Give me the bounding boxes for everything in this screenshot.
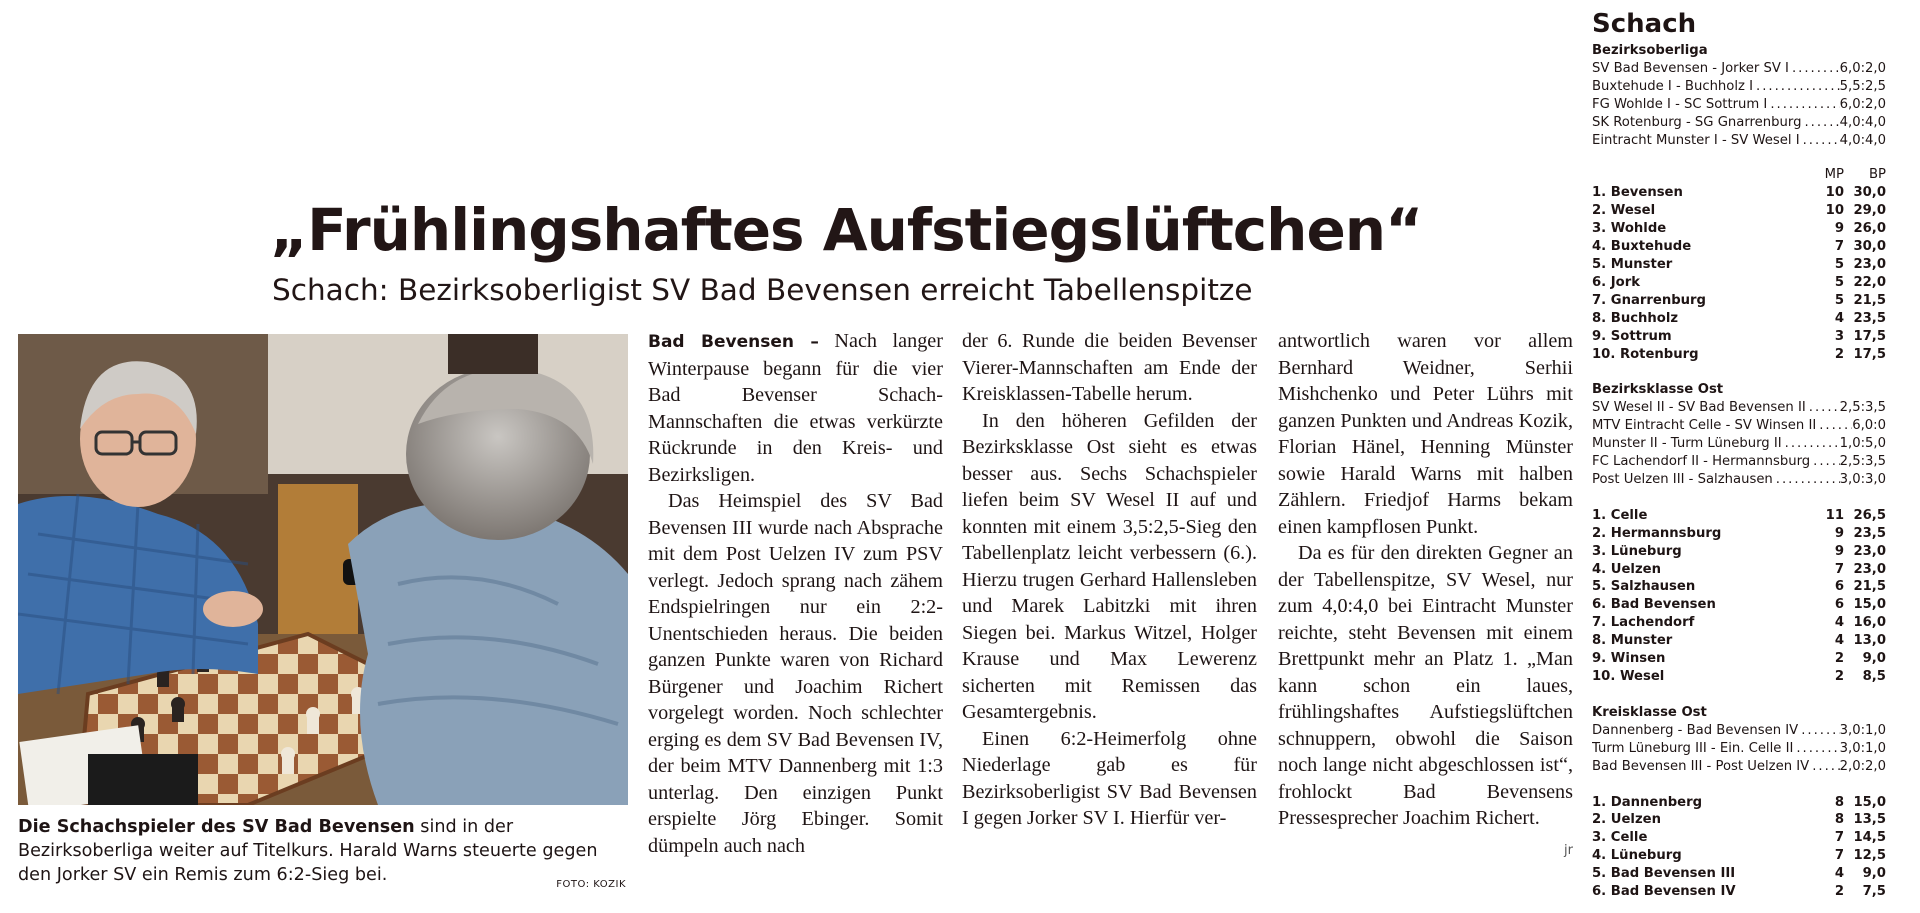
article-paragraph: der 6. Runde die beiden Bevenser Vierer-Mannschaften am Ende der Kreisklassen-Tabelle herum. xyxy=(962,330,1257,405)
standings-row xyxy=(1592,220,1886,238)
spacer xyxy=(1592,686,1886,704)
team-mp: 9 xyxy=(1834,543,1844,559)
leader-dots xyxy=(1782,435,1840,453)
photo-credit: FOTO: KOZIK xyxy=(556,879,626,890)
leader-dots xyxy=(1809,758,1839,776)
standings-row xyxy=(1592,668,1886,686)
match-result xyxy=(1592,435,1886,453)
team-name: 5. Salzhausen xyxy=(1592,579,1696,595)
standings-row xyxy=(1592,865,1886,883)
chess-photo xyxy=(18,334,628,805)
team-mp: 6 xyxy=(1834,579,1844,595)
team-bp: 23,0 xyxy=(1853,561,1886,577)
team-bp: 15,0 xyxy=(1853,794,1886,810)
article-paragraph: antwortlich waren vor allem Bernhard Weidner, Serhii Mishchenko und Peter Lührs mit ganzen Punkten und Andreas Kozik, Florian Hänel, Henning Münster sowie Harald Warns mit halben Zählern. Friedjof Harms bekam einen kampflosen Punkt. xyxy=(1278,330,1573,538)
column-bp: BP xyxy=(1869,167,1886,183)
team-name: 5. Munster xyxy=(1592,256,1673,272)
leader-dots xyxy=(1800,132,1840,150)
leader-dots xyxy=(1801,114,1839,132)
standings-row xyxy=(1592,596,1886,614)
standings-row xyxy=(1592,274,1886,292)
team-name: 4. Uelzen xyxy=(1592,561,1661,577)
standings-row xyxy=(1592,328,1886,346)
spacer xyxy=(1592,363,1886,381)
standings-header xyxy=(1592,166,1886,184)
match-result xyxy=(1592,453,1886,471)
team-bp: 23,5 xyxy=(1853,525,1886,541)
standings-row xyxy=(1592,614,1886,632)
team-bp: 23,0 xyxy=(1853,543,1886,559)
article-headline: „Frühlingshaftes Aufstiegslüftchen“ xyxy=(270,196,1423,264)
standings-row xyxy=(1592,310,1886,328)
standings-row xyxy=(1592,847,1886,865)
standings-row xyxy=(1592,543,1886,561)
leader-dots xyxy=(1806,399,1840,417)
match-teams: Eintracht Munster I - SV Wesel I xyxy=(1592,132,1800,148)
match-score: 6,0:2,0 xyxy=(1839,96,1886,112)
match-teams: Munster II - Turm Lüneburg II xyxy=(1592,436,1782,452)
standings-row xyxy=(1592,346,1886,364)
match-score: 2,5:3,5 xyxy=(1839,454,1886,470)
team-mp: 5 xyxy=(1834,292,1844,308)
team-bp: 14,5 xyxy=(1853,830,1886,846)
leader-dots xyxy=(1810,453,1839,471)
leader-dots xyxy=(1773,471,1840,489)
match-score: 3,0:1,0 xyxy=(1839,740,1886,756)
team-name: 10. Rotenburg xyxy=(1592,346,1699,362)
match-result xyxy=(1592,722,1886,740)
team-name: 10. Wesel xyxy=(1592,669,1665,684)
team-mp: 7 xyxy=(1834,561,1844,577)
match-result xyxy=(1592,60,1886,78)
team-bp: 29,0 xyxy=(1853,203,1886,219)
article-paragraph: Da es für den direkten Gegner an der Tabellenspitze, SV Wesel, nur zum 4,0:4,0 bei Eintracht Munster reichte, steht Bevensen mit einem Brettpunkt mehr an Platz 1. „Man kann schon ein laues, frühlingshaftes Aufstiegslüftchen schnuppern, obwohl die Saison noch lange nicht abgeschlossen ist“, frohlockt Bad Bevensens Pressesprecher Joachim Richert. xyxy=(1278,542,1573,829)
standings-row xyxy=(1592,561,1886,579)
team-mp: 3 xyxy=(1834,328,1844,344)
standings-row xyxy=(1592,829,1886,847)
standings-row xyxy=(1592,184,1886,202)
leader-dots xyxy=(1798,722,1839,740)
match-result xyxy=(1592,471,1886,489)
chess-results-sidebar xyxy=(1592,6,1886,901)
team-name: 6. Jork xyxy=(1592,274,1641,290)
team-bp: 12,5 xyxy=(1853,848,1886,864)
standings-header-spacer xyxy=(1592,166,1810,184)
team-bp: 9,0 xyxy=(1862,651,1886,667)
match-teams: Bad Bevensen III - Post Uelzen IV xyxy=(1592,758,1810,774)
team-name: 3. Lüneburg xyxy=(1592,543,1682,559)
team-bp: 16,0 xyxy=(1853,615,1886,631)
team-name: 7. Lachendorf xyxy=(1592,615,1695,631)
standings-row xyxy=(1592,292,1886,310)
spacer xyxy=(1592,776,1886,794)
team-bp: 30,0 xyxy=(1853,239,1886,255)
team-name: 3. Wohlde xyxy=(1592,221,1667,237)
match-teams: SK Rotenburg - SG Gnarrenburg xyxy=(1592,114,1802,130)
caption-bold: Die Schachspieler des SV Bad Bevensen xyxy=(18,817,415,837)
match-teams: Dannenberg - Bad Bevensen IV xyxy=(1592,722,1799,738)
sidebar-sections xyxy=(1592,42,1886,901)
league-heading: Bezirksklasse Ost xyxy=(1592,382,1724,398)
leader-dots xyxy=(1789,60,1840,78)
standings-row xyxy=(1592,507,1886,525)
standings-row xyxy=(1592,883,1886,901)
team-name: 6. Bad Bevensen xyxy=(1592,597,1716,613)
team-bp: 17,5 xyxy=(1853,328,1886,344)
team-mp: 4 xyxy=(1834,310,1844,326)
league-heading: Bezirksoberliga xyxy=(1592,43,1708,58)
team-mp: 5 xyxy=(1834,256,1844,272)
article-paragraph: Einen 6:2-Heimerfolg ohne Niederlage gab es für Bezirksoberligist SV Bad Bevensen I gegen Jorker SV I. Hierfür ver- xyxy=(962,727,1257,829)
team-mp: 11 xyxy=(1825,507,1844,523)
chess-players-illustration xyxy=(18,334,628,805)
team-name: 8. Buchholz xyxy=(1592,310,1679,326)
article-paragraph: Nach langer Winterpause begann für die vier Bad Bevenser Schach-Mannschaften die etwas verkürzte Rückrunde in den Kreis- und Bezirksligen. xyxy=(648,330,943,486)
team-mp: 7 xyxy=(1834,830,1844,846)
team-mp: 2 xyxy=(1834,651,1844,667)
team-mp: 7 xyxy=(1834,848,1844,864)
spacer xyxy=(1592,489,1886,507)
match-result xyxy=(1592,78,1886,96)
match-result xyxy=(1592,114,1886,132)
match-result xyxy=(1592,132,1886,150)
leader-dots xyxy=(1793,740,1839,758)
team-name: 4. Buxtehude xyxy=(1592,239,1692,255)
team-bp: 30,0 xyxy=(1853,185,1886,201)
article-paragraph: Das Heimspiel des SV Bad Bevensen III wurde nach Absprache mit dem Post Uelzen IV zum PSV verlegt. Jedoch sprang nach zähem Endspielringen nur ein 2:2-Unentschieden heraus. Die beiden ganzen Punkte waren von Richard Bürgener und Joachim Richert vorgelegt worden. Noch schlechter erging es dem SV Bad Bevensen IV, der beim MTV Dannenberg mit 1:3 unterlag. Den einzigen Punkt erspielte Jörg Ebinger. Somit dümpeln auch nach xyxy=(648,490,943,857)
team-bp: 13,5 xyxy=(1853,812,1886,828)
leader-dots xyxy=(1767,96,1839,114)
match-teams: Buxtehude I - Buchholz I xyxy=(1592,78,1754,94)
team-bp: 8,5 xyxy=(1862,669,1886,684)
match-score: 6,0:2,0 xyxy=(1839,60,1886,76)
team-bp: 26,0 xyxy=(1853,221,1886,237)
article-paragraph: In den höheren Gefilden der Bezirksklasse Ost sieht es etwas besser aus. Sechs Schachspieler liefen beim SV Wesel II auf und konnten mit einem 3,5:2,5-Sieg den Tabellenplatz leicht verbessern (6.). Hierzu trugen Gerhard Hallensleben und Marek Labitzki mit ihren Siegen bei. Markus Witzel, Holger Krause und Max Lewerenz sicherten mit Remissen das Gesamtergebnis. xyxy=(962,409,1257,723)
team-mp: 4 xyxy=(1834,615,1844,631)
standings-row xyxy=(1592,238,1886,256)
match-score: 5,5:2,5 xyxy=(1839,78,1886,94)
match-score: 2,0:2,0 xyxy=(1839,758,1886,774)
standings-row xyxy=(1592,794,1886,812)
match-score: 4,0:4,0 xyxy=(1839,132,1886,148)
team-name: 3. Celle xyxy=(1592,830,1648,846)
team-mp: 4 xyxy=(1834,866,1844,882)
team-bp: 22,0 xyxy=(1853,274,1886,290)
team-mp: 2 xyxy=(1834,346,1844,362)
match-result xyxy=(1592,758,1886,776)
match-score: 2,5:3,5 xyxy=(1839,400,1886,416)
team-mp: 10 xyxy=(1825,185,1844,201)
standings-row xyxy=(1592,256,1886,274)
team-bp: 17,5 xyxy=(1853,346,1886,362)
team-bp: 7,5 xyxy=(1862,884,1886,900)
team-name: 1. Dannenberg xyxy=(1592,794,1703,810)
column-mp: MP xyxy=(1824,167,1844,183)
leader-dots xyxy=(1753,78,1840,96)
match-teams: FG Wohlde I - SC Sottrum I xyxy=(1592,96,1768,112)
team-mp: 8 xyxy=(1834,812,1844,828)
team-bp: 13,0 xyxy=(1853,633,1886,649)
article-column-1 xyxy=(648,328,943,859)
standings-row xyxy=(1592,525,1886,543)
match-score: 6,0:0 xyxy=(1852,418,1886,434)
photo-caption xyxy=(18,815,630,890)
team-mp: 9 xyxy=(1834,525,1844,541)
team-bp: 9,0 xyxy=(1862,866,1886,882)
author-signature: jr xyxy=(1564,842,1573,858)
match-result xyxy=(1592,740,1886,758)
match-score: 3,0:1,0 xyxy=(1839,722,1886,738)
team-mp: 2 xyxy=(1834,884,1844,900)
team-mp: 7 xyxy=(1834,239,1844,255)
team-name: 2. Hermannsburg xyxy=(1592,525,1722,541)
team-mp: 9 xyxy=(1834,221,1844,237)
team-bp: 15,0 xyxy=(1853,597,1886,613)
team-bp: 23,5 xyxy=(1853,310,1886,326)
team-name: 9. Winsen xyxy=(1592,651,1666,667)
match-teams: SV Wesel II - SV Bad Bevensen II xyxy=(1592,400,1806,416)
team-bp: 21,5 xyxy=(1853,292,1886,308)
team-bp: 21,5 xyxy=(1853,579,1886,595)
team-name: 9. Sottrum xyxy=(1592,328,1672,344)
team-name: 2. Uelzen xyxy=(1592,812,1661,828)
spacer xyxy=(1592,149,1886,166)
team-mp: 4 xyxy=(1834,633,1844,649)
team-name: 1. Celle xyxy=(1592,507,1648,523)
match-teams: FC Lachendorf II - Hermannsburg xyxy=(1592,454,1811,470)
article-column-2 xyxy=(962,328,1257,832)
team-name: 7. Gnarrenburg xyxy=(1592,292,1706,308)
team-mp: 6 xyxy=(1834,597,1844,613)
match-teams: MTV Eintracht Celle - SV Winsen II xyxy=(1592,418,1817,434)
team-name: 6. Bad Bevensen IV xyxy=(1592,884,1736,900)
article-subheadline: Schach: Bezirksoberligist SV Bad Bevensen erreicht Tabellenspitze xyxy=(272,273,1253,307)
team-name: 1. Bevensen xyxy=(1592,185,1683,201)
standings-row xyxy=(1592,811,1886,829)
sidebar-title: Schach xyxy=(1592,9,1697,39)
team-mp: 10 xyxy=(1825,203,1844,219)
standings-row xyxy=(1592,578,1886,596)
team-bp: 26,5 xyxy=(1853,507,1886,523)
team-bp: 23,0 xyxy=(1853,256,1886,272)
team-name: 4. Lüneburg xyxy=(1592,848,1682,864)
standings-row xyxy=(1592,650,1886,668)
match-result xyxy=(1592,96,1886,114)
team-name: 5. Bad Bevensen III xyxy=(1592,866,1736,882)
caption-text: sind in der Bezirksoberliga weiter auf Titelkurs. Harald Warns steuerte gegen den Jorker SV ein Remis zum 6:2-Sieg bei. xyxy=(18,817,598,885)
team-name: 2. Wesel xyxy=(1592,203,1656,219)
team-mp: 2 xyxy=(1834,669,1844,684)
standings-row xyxy=(1592,632,1886,650)
team-mp: 5 xyxy=(1834,274,1844,290)
standings-row xyxy=(1592,202,1886,220)
match-score: 4,0:4,0 xyxy=(1839,114,1886,130)
leader-dots xyxy=(1816,417,1852,435)
match-teams: SV Bad Bevensen - Jorker SV I xyxy=(1592,60,1789,76)
match-result xyxy=(1592,399,1886,417)
team-name: 8. Munster xyxy=(1592,633,1673,649)
match-teams: Post Uelzen III - Salzhausen xyxy=(1592,471,1773,487)
match-score: 1,0:5,0 xyxy=(1839,436,1886,452)
match-teams: Turm Lüneburg III - Ein. Celle II xyxy=(1592,740,1794,756)
article-column-3 xyxy=(1278,328,1573,864)
article-dateline: Bad Bevensen – xyxy=(648,332,819,352)
match-result xyxy=(1592,417,1886,435)
match-score: 3,0:3,0 xyxy=(1839,471,1886,487)
team-mp: 8 xyxy=(1834,794,1844,810)
league-heading: Kreisklasse Ost xyxy=(1592,704,1707,720)
